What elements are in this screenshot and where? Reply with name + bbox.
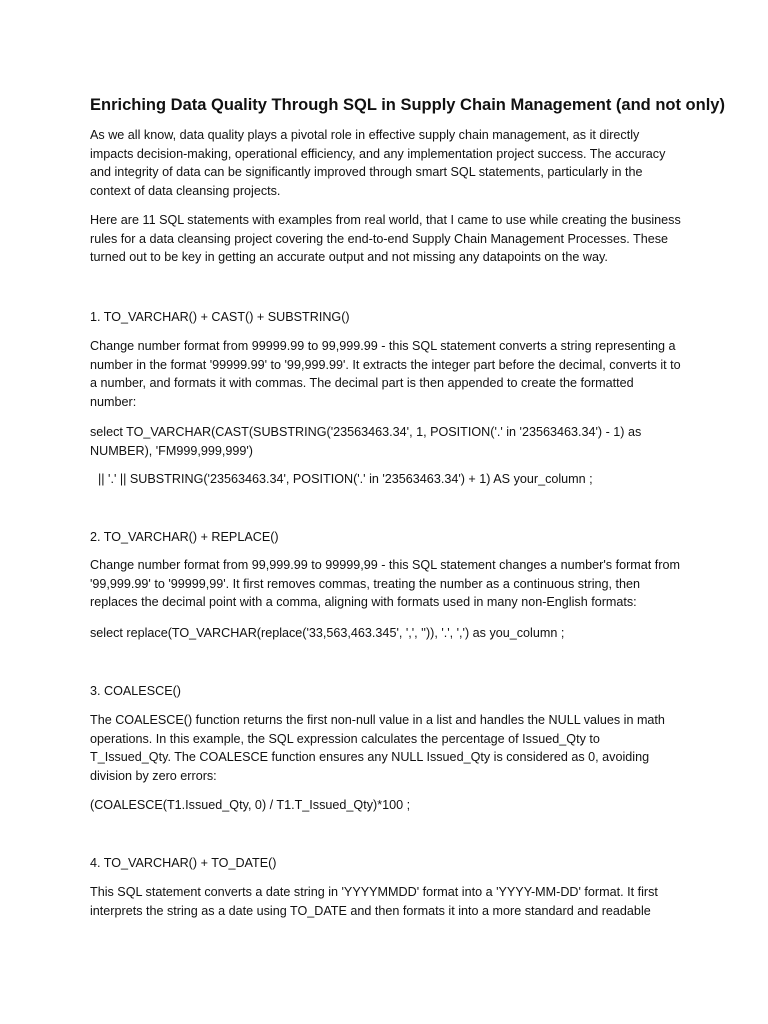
section-heading-1: 1. TO_VARCHAR() + CAST() + SUBSTRING() <box>90 310 350 324</box>
code-snippet-1a: select TO_VARCHAR(CAST(SUBSTRING('23563463.34', 1, POSITION('.' in '23563463.34') - 1) as NUMBER), 'FM999,999,999') <box>90 425 642 458</box>
code-snippet-2: select replace(TO_VARCHAR(replace('33,563,463.345', ',', '')), '.', ',') as you_column ; <box>90 626 565 640</box>
code-snippet-1b: || '.' || SUBSTRING('23563463.34', POSITION('.' in '23563463.34') + 1) AS your_column ; <box>98 472 593 486</box>
section-heading-2: 2. TO_VARCHAR() + REPLACE() <box>90 530 279 544</box>
section-description-4: This SQL statement converts a date string in 'YYYYMMDD' format into a 'YYYY-MM-DD' format. It first interprets the string as a date using TO_DATE and then formats it into a more standard and readable <box>90 885 658 918</box>
code-snippet-3: (COALESCE(T1.Issued_Qty, 0) / T1.T_Issued_Qty)*100 ; <box>90 798 411 812</box>
intro-paragraph-2: Here are 11 SQL statements with examples from real world, that I came to use while creating the business rules for a data cleansing project covering the end-to-end Supply Chain Management Processes. These turned out to be key in getting an accurate output and not missing any datapoints on the way. <box>90 213 681 265</box>
section-description-2: Change number format from 99,999.99 to 99999,99 - this SQL statement changes a number's format from '99,999.99' to '99999,99'. It first removes commas, treating the number as a continuous string, then replaces the decimal point with a comma, aligning with formats used in many non-English formats: <box>90 558 680 610</box>
section-description-3: The COALESCE() function returns the first non-null value in a list and handles the NULL values in math operations. In this example, the SQL expression calculates the percentage of Issued_Qty to T_Issued_Qty. The COALESCE function ensures any NULL Issued_Qty is considered as 0, avoiding division by zero errors: <box>90 713 665 783</box>
document-title: Enriching Data Quality Through SQL in Supply Chain Management (and not only) <box>90 96 725 114</box>
section-heading-3: 3. COALESCE() <box>90 684 181 698</box>
section-heading-4: 4. TO_VARCHAR() + TO_DATE() <box>90 856 277 870</box>
intro-paragraph-1: As we all know, data quality plays a pivotal role in effective supply chain management, as it directly impacts decision-making, operational efficiency, and any implementation project success. The accuracy and integrity of data can be significantly improved through smart SQL statements, particularly in the context of data cleansing projects. <box>90 128 666 198</box>
section-description-1: Change number format from 99999.99 to 99,999.99 - this SQL statement converts a string representing a number in the format '99999.99' to '99,999.99'. It extracts the integer part before the decimal, converts it to a number, and formats it with commas. The decimal part is then appended to create the formatted number: <box>90 339 681 409</box>
